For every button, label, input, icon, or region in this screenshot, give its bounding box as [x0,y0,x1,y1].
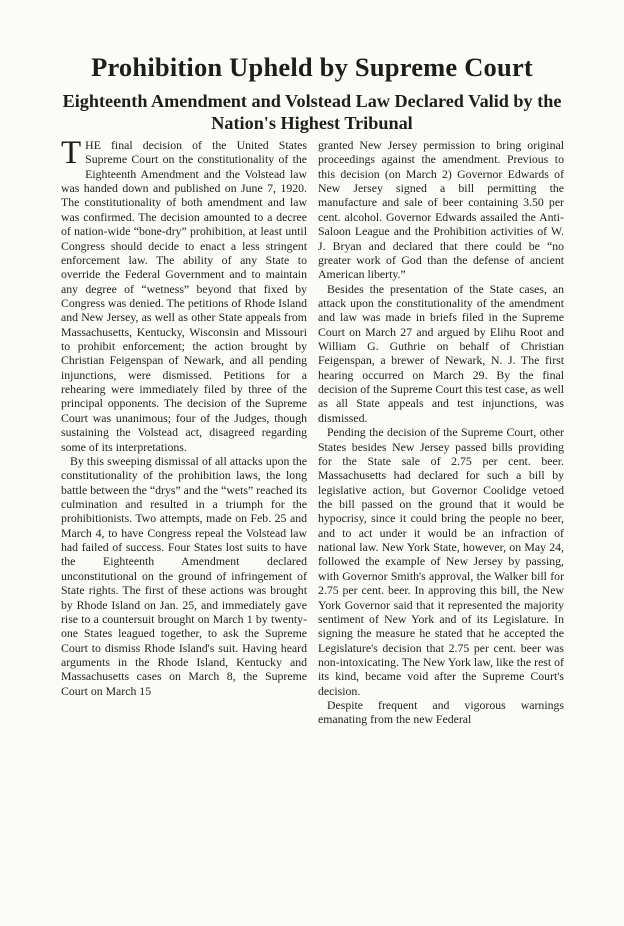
paragraph-1-text: HE final decision of the United States Supreme Court on the constitutionality of the Eighteenth Amendment and the Volstead law was handed down and published on June 7, 1920. The constitutionality of both amendment and law was confirmed. The decision amounted to a decree of nation-wide “bone-dry” prohibition, at least until Congress should decide to enact a less stringent enforcement law. The ability of any State to override the Federal Government and to maintain any degree of “wetness” beyond that fixed by Congress was denied. The petitions of Rhode Island and New Jersey, as well as other State appeals from Massachusetts, Kentucky, Wisconsin and Missouri to prohibit enforcement; the action brought by Christian Feigenspan of Newark, and all pending injunctions, were dismissed. Petitions for a rehearing were immediately filed by three of the principal opponents. The decision of the Supreme Court was unanimous; four of the Judges, though sustaining the Volstead act, disagreed regarding some of its interpretations. [61,138,307,454]
drop-cap: T [61,135,82,171]
paragraph-6: Despite frequent and vigorous warnings emanating from the new Federal [318,698,564,727]
paragraph-4: Besides the presentation of the State cases, an attack upon the constitutionality of the amendment and law was made in briefs filed in the Supreme Court on March 27 and argued by Elihu Root and William G. Guthrie on behalf of Christian Feigenspan, a brewer of Newark, N. J. The first hearing occurred on March 29. By the final decision of the Supreme Court this test case, as well as all State appeals and test injunctions, was dismissed. [318,281,564,425]
paragraph-2: By this sweeping dismissal of all attacks upon the constitutionality of the prohibition laws, the long battle between the “drys” and the “wets” reached its culmination and resulted in a triumph for the prohibitionists. Two attempts, made on Feb. 25 and March 4, to have Congress repeal the Volstead law had failed of success. Four States lost suits to have the Eighteenth Amendment declared unconstitutional on the ground of infringement of State rights. The first of these actions was brought by Rhode Island on Jan. 25, and immediately gave rise to a countersuit brought on March 1 by twenty-one States leagued together, to ask the Supreme Court to dismiss Rhode Island's suit. Having heard arguments in the Rhode Island, Kentucky and Massachusetts cases on March 8, the Supreme Court on March 15 [61,453,307,698]
article-subtitle: Eighteenth Amendment and Volstead Law Declared Valid by the Nation's Highest Tribunal [62,91,562,133]
paragraph-1 [61,135,307,454]
right-column [318,138,564,727]
article-title: Prohibition Upheld by Supreme Court [91,52,533,82]
paragraph-3: granted New Jersey permission to bring original proceedings against the amendment. Previous to this decision (on March 2) Governor Edwards of New Jersey signed a bill permitting the manufacture and sale of beer containing 3.50 per cent. alcohol. Governor Edwards assailed the Anti-Saloon League and the Prohibition activities of W. J. Bryan and declared that there could be “no greater work of God than the defense of ancient American liberty.” [318,138,564,282]
paragraph-5: Pending the decision of the Supreme Court, other States besides New Jersey passed bills providing for the State sale of 2.75 per cent. beer. Massachusetts had declared for such a bill by legislative action, but Governor Coolidge vetoed the bill passed on the ground that it would be hypocrisy, since it could bring the people no beer, and to act under it would be an infraction of national law. New York State, however, on May 24, followed the example of New Jersey by passing, with Governor Smith's approval, the Walker bill for 2.75 per cent. beer. In approving this bill, the New York Governor said that it represented the majority sentiment of New York and of its Legislature. In signing the measure he stated that he accepted the Legislature's decision that 2.75 per cent. beer was non-intoxicating. The New York law, like the rest of its kind, became void after the Supreme Court's decision. [318,425,564,698]
left-column [61,135,307,698]
